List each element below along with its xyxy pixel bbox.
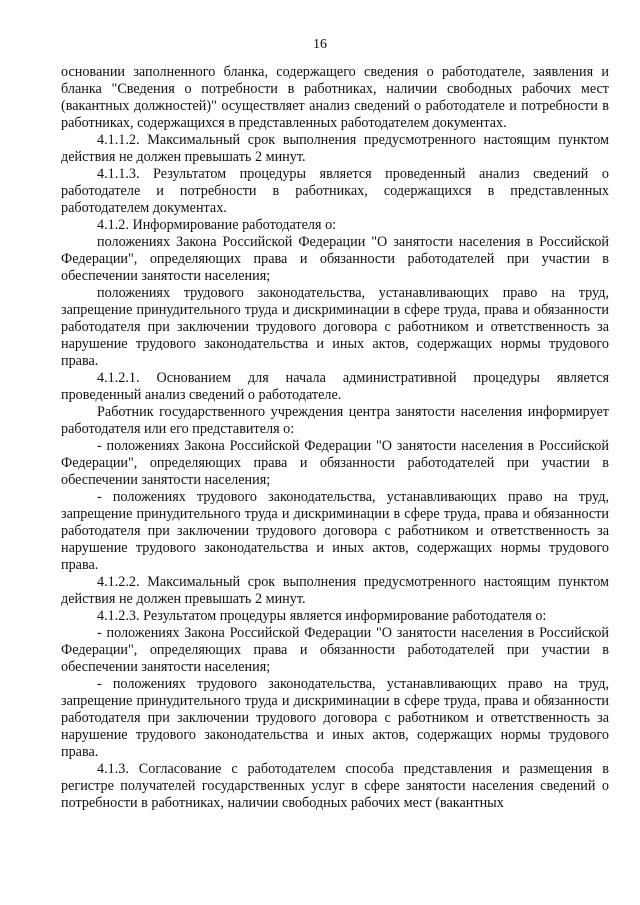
paragraph: положениях Закона Российской Федерации "О занятости населения в Российской Федерации", определяющих права и обязанности работодателей при участии в обеспечении занятости населения; (61, 234, 609, 284)
paragraph: 4.1.2.2. Максимальный срок выполнения предусмотренного настоящим пунктом действия не должен превышать 2 минут. (61, 574, 609, 607)
paragraph: 4.1.2.3. Результатом процедуры является информирование работодателя о: (97, 608, 547, 624)
paragraph: 4.1.2.1. Основанием для начала административной процедуры является проведенный анализ сведений о работодателе. (61, 370, 609, 403)
paragraph: основании заполненного бланка, содержащего сведения о работодателе, заявления и бланка "Сведения о потребности в работниках, наличии свободных рабочих мест (вакантных должностей)" осуществляет анализ сведений о работодателе и потребности в работниках, содержащихся в представленных работодателем документах. (61, 64, 609, 131)
paragraph: Работник государственного учреждения центра занятости населения информирует работодателя или его представителя о: (61, 404, 609, 437)
paragraph: положениях трудового законодательства, устанавливающих право на труд, запрещение принудительного труда и дискриминации в сфере труда, права и обязанности работодателя при заключении трудового договора с работником и ответственность за нарушение трудового законодательства и иных актов, содержащих нормы трудового права. (61, 285, 609, 369)
paragraph: 4.1.1.3. Результатом процедуры является проведенный анализ сведений о работодателе и потребности в работниках, содержащихся в представленных работодателем документах. (61, 166, 609, 216)
paragraph: 4.1.1.2. Максимальный срок выполнения предусмотренного настоящим пунктом действия не должен превышать 2 минут. (61, 132, 609, 165)
paragraph: - положениях трудового законодательства, устанавливающих право на труд, запрещение принудительного труда и дискриминации в сфере труда, права и обязанности работодателя при заключении трудового договора с работником и ответственность за нарушение трудового законодательства и иных актов, содержащих нормы трудового права. (61, 676, 609, 760)
paragraph: 4.1.3. Согласование с работодателем способа представления и размещения в регистре получателей государственных услуг в сфере занятости населения сведений о потребности в работниках, наличии свободных рабочих мест (вакантных (61, 761, 609, 811)
paragraph: - положениях трудового законодательства, устанавливающих право на труд, запрещение принудительного труда и дискриминации в сфере труда, права и обязанности работодателя при заключении трудового договора с работником и ответственность за нарушение трудового законодательства и иных актов, содержащих нормы трудового права. (61, 489, 609, 573)
page-number: 16 (313, 37, 327, 52)
document-body (61, 64, 609, 812)
paragraph: 4.1.2. Информирование работодателя о: (97, 217, 337, 233)
paragraph: - положениях Закона Российской Федерации "О занятости населения в Российской Федерации", определяющих права и обязанности работодателей при участии в обеспечении занятости населения; (61, 625, 609, 675)
paragraph: - положениях Закона Российской Федерации "О занятости населения в Российской Федерации", определяющих права и обязанности работодателей при участии в обеспечении занятости населения; (61, 438, 609, 488)
